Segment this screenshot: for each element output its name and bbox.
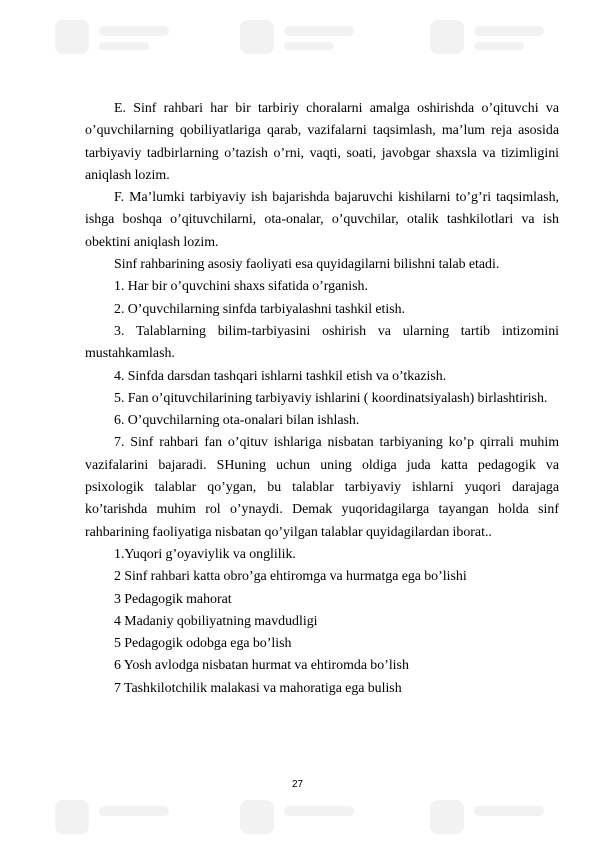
requirement-5: 5 Pedagogik odobga ega bo’lish [114,636,292,652]
paragraph-e: E. Sinf rahbari har bir tarbiriy choralarni amalga oshirishda o’qituvchi va o’quvchilarning qobiliyatlariga qarab, vazifalarni taqsimlash, ma’lum reja asosida tarbiyaviy tadbirlarning o’tazish o’rni, vaqti, soati, javobgar shaxsla va tizimligini aniqlash lozim. [85,101,559,183]
list-item-7: 7. Sinf rahbari fan o’qituv ishlariga nisbatan tarbiyaning ko’p qirrali muhim vazifalarini bajaradi. SHuning uchun uning oldiga juda katta pedagogik va psixologik talablar qo’ygan, bu talablar tarbiyaviy ishlarni yuqori darajaga ko’tarishda muhim rol o’ynaydi. Demak yuqoridagilarga tayangan holda sinf rahbarining faoliyatiga nisbatan qo’yilgan talablar quyidagilardan iborat.. [85,435,559,540]
requirement-4: 4 Madaniy qobiliyatning mavdudligi [114,613,318,629]
page-number: 27 [291,779,304,790]
requirement-3: 3 Pedagogik mahorat [114,591,232,607]
requirement-2: 2 Sinf rahbari katta obro’ga ehtiromga va hurmatga ega bo’lishi [114,569,467,585]
list-item-5: 5. Fan o’qituvchilarining tarbiyaviy ishlarini ( koordinatsiyalash) birlashtirish. [114,390,548,406]
requirement-6: 6 Yosh avlodga nisbatan hurmat va ehtiromda bo’lish [114,658,409,674]
list-item-1: 1. Har bir o’quvchini shaxs sifatida o’rganish. [114,279,368,295]
watermark-logo-5 [240,800,354,834]
watermark-logo-2 [240,20,354,54]
watermark-logo-1 [55,20,169,54]
list-item-2: 2. O’quvchilarning sinfda tarbiyalashni tashkil etish. [114,301,406,317]
list-item-6: 6. O’quvchilarning ota-onalari bilan ishlash. [114,413,360,429]
requirement-1: 1.Yuqori g’oyaviylik va onglilik. [114,546,296,562]
paragraph-f: F. Ma’lumki tarbiyaviy ish bajarishda bajaruvchi kishilarni to’g’ri taqsimlash, ishga boshqa o’qituvchilarni, ota-onalar, o’quvchilar, otalik tashkilotlari va ish obektini aniqlash lozim. [85,190,559,250]
watermark-logo-4 [55,800,169,834]
watermark-logo-3 [430,20,544,54]
document-body [85,98,559,700]
paragraph-intro: Sinf rahbarining asosiy faoliyati esa quyidagilarni bilishni talab etadi. [114,257,500,273]
list-item-3: 3. Talablarning bilim-tarbiyasini oshirish va ularning tartib intizomini mustahkamlash. [85,323,559,362]
list-item-4: 4. Sinfda darsdan tashqari ishlarni tashkil etish va o’tkazish. [114,368,447,384]
requirement-7: 7 Tashkilotchilik malakasi va mahoratiga ega bulish [114,680,402,696]
watermark-logo-6 [430,800,544,834]
